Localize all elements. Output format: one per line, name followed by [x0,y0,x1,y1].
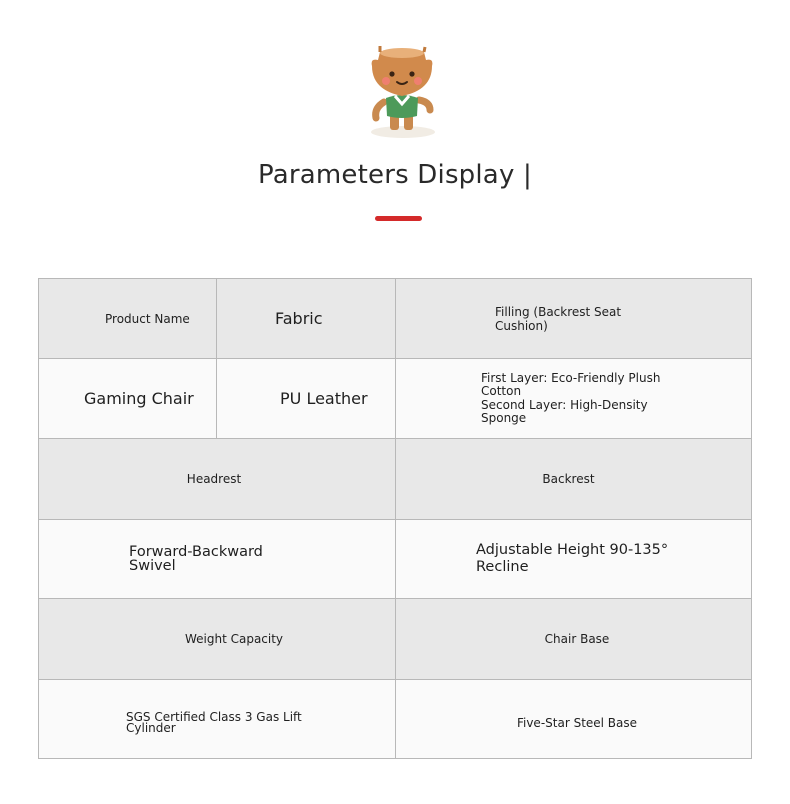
filling-second-layer: Second Layer: High-Density Sponge [481,397,648,425]
tree-stump-mascot-icon [362,44,442,144]
title-accent-bar [375,216,422,221]
parameters-table [38,278,752,759]
value-chair-base: Five-Star Steel Base [516,716,638,730]
label-weight-capacity: Weight Capacity [184,632,284,646]
value-fabric: PU Leather [280,389,368,408]
label-product-name: Product Name [105,311,190,326]
label-filling: Filling (Backrest Seat Cushion) [495,304,622,333]
page-title: Parameters Display | [258,160,532,190]
value-product-name: Gaming Chair [84,389,194,408]
value-weight-capacity: SGS Certified Class 3 Gas Lift Cylinder [126,710,302,735]
column-divider [216,279,217,438]
label-fabric: Fabric [275,309,323,328]
label-headrest: Headrest [186,472,242,486]
label-chair-base: Chair Base [544,632,610,646]
filling-first-layer: First Layer: Eco-Friendly Plush Cotton [481,370,661,398]
value-backrest: Adjustable Height 90-135° Recline [476,542,669,575]
value-headrest: Forward-Backward Swivel [129,544,263,574]
label-backrest: Backrest [542,472,595,486]
value-filling [481,359,661,438]
